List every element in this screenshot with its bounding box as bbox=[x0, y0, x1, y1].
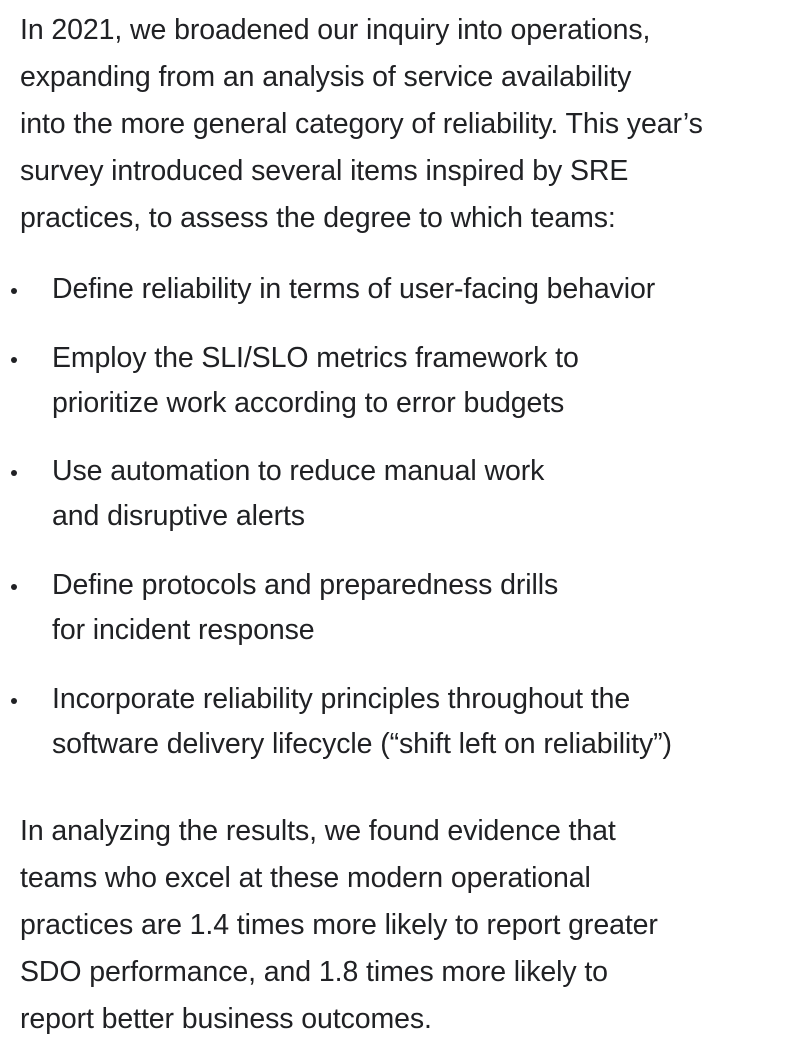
intro-paragraph bbox=[20, 7, 770, 242]
bullet-line: prioritize work according to error budgets bbox=[52, 387, 565, 419]
outro-line: report better business outcomes. bbox=[20, 1003, 432, 1035]
bullet-line: Use automation to reduce manual work bbox=[52, 455, 545, 487]
bullet-line: Incorporate reliability principles throughout the bbox=[52, 683, 631, 715]
outro-paragraph bbox=[20, 808, 770, 1043]
intro-line: into the more general category of reliability. This year’s bbox=[20, 108, 703, 140]
bullet-line: Define reliability in terms of user-facing behavior bbox=[52, 273, 656, 305]
bullet-dot-icon bbox=[11, 357, 17, 363]
bullet-line: and disruptive alerts bbox=[52, 500, 305, 532]
outro-line: teams who excel at these modern operational bbox=[20, 862, 591, 894]
intro-line: In 2021, we broadened our inquiry into operations, bbox=[20, 14, 651, 46]
bullet-dot-icon bbox=[11, 470, 17, 476]
bullet-line: software delivery lifecycle (“shift left on reliability”) bbox=[52, 728, 672, 760]
bullet-dot-icon bbox=[11, 584, 17, 590]
intro-line: expanding from an analysis of service availability bbox=[20, 61, 632, 93]
intro-line: survey introduced several items inspired by SRE bbox=[20, 155, 629, 187]
bullet-text bbox=[52, 267, 782, 312]
bullet-line: for incident response bbox=[52, 614, 315, 646]
bullet-dot-icon bbox=[11, 288, 17, 294]
outro-line: SDO performance, and 1.8 times more likely to bbox=[20, 956, 608, 988]
bullet-text bbox=[52, 677, 782, 767]
outro-line: In analyzing the results, we found evidence that bbox=[20, 815, 616, 847]
bullet-text bbox=[52, 563, 782, 653]
intro-line: practices, to assess the degree to which teams: bbox=[20, 202, 616, 234]
bullet-line: Define protocols and preparedness drills bbox=[52, 569, 559, 601]
bullet-line: Employ the SLI/SLO metrics framework to bbox=[52, 342, 579, 374]
bullet-dot-icon bbox=[11, 698, 17, 704]
bullet-text bbox=[52, 449, 782, 539]
outro-line: practices are 1.4 times more likely to report greater bbox=[20, 909, 658, 941]
bullet-text bbox=[52, 336, 782, 426]
